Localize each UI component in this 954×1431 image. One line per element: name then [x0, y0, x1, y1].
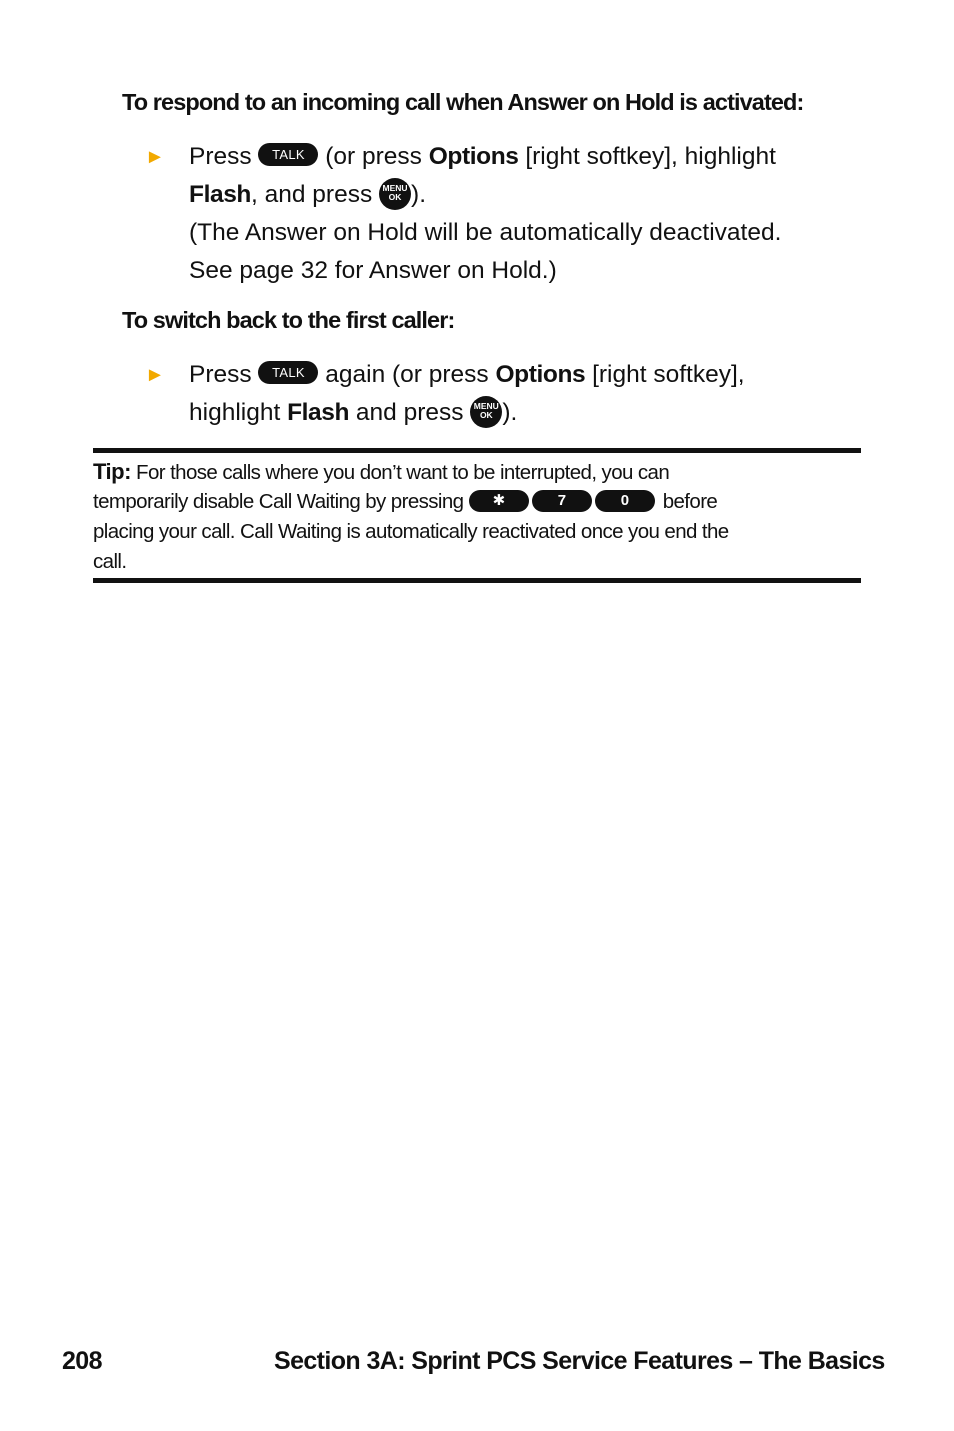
step-switch-back-body	[189, 356, 865, 432]
tip-line-1: Tip: For those calls where you don’t want to be interrupted, you can	[93, 459, 670, 484]
page-number: 208	[62, 1347, 102, 1375]
zero-key-icon: 0	[595, 490, 655, 512]
heading-switch-back: To switch back to the first caller:	[122, 307, 455, 333]
step-respond-line-2: Flash, and press MENU OK ).	[189, 176, 865, 214]
triangle-right-icon: ►	[145, 364, 165, 386]
step-switch-back	[145, 356, 865, 432]
heading-answer-on-hold: To respond to an incoming call when Answer on Hold is activated:	[122, 89, 804, 115]
step-respond-line-1: Press TALK (or press Options [right softkey], highlight	[189, 143, 776, 170]
step-switch-line-2: highlight Flash and press MENU OK ).	[189, 394, 865, 432]
tip-line-4: call.	[93, 550, 127, 573]
menu-ok-key-icon: MENU OK	[470, 396, 502, 428]
tip-box	[93, 448, 861, 583]
step-respond	[145, 138, 865, 290]
options-label: Options	[428, 143, 519, 170]
flash-label: Flash	[287, 399, 350, 426]
talk-key-icon: TALK	[258, 143, 318, 166]
tip-text	[93, 457, 861, 577]
step-respond-note-2: See page 32 for Answer on Hold.)	[189, 257, 557, 284]
triangle-right-icon: ►	[145, 146, 165, 168]
options-label: Options	[495, 361, 586, 388]
talk-key-icon: TALK	[258, 361, 318, 384]
section-title: Section 3A: Sprint PCS Service Features – The Basics	[274, 1347, 885, 1375]
tip-label: Tip:	[93, 459, 131, 484]
step-respond-note-1: (The Answer on Hold will be automatically deactivated.	[189, 219, 782, 246]
flash-label: Flash	[189, 181, 251, 208]
step-switch-line-1: Press TALK again (or press Options [right softkey],	[189, 361, 745, 388]
star-key-icon: ✱	[469, 490, 529, 512]
seven-key-icon: 7	[532, 490, 592, 512]
menu-ok-key-icon: MENU OK	[379, 178, 411, 210]
tip-line-3: placing your call. Call Waiting is automatically reactivated once you end the	[93, 520, 729, 543]
tip-line-2: temporarily disable Call Waiting by pressing ✱ 7 0 before	[93, 490, 718, 513]
step-respond-body	[189, 138, 865, 290]
